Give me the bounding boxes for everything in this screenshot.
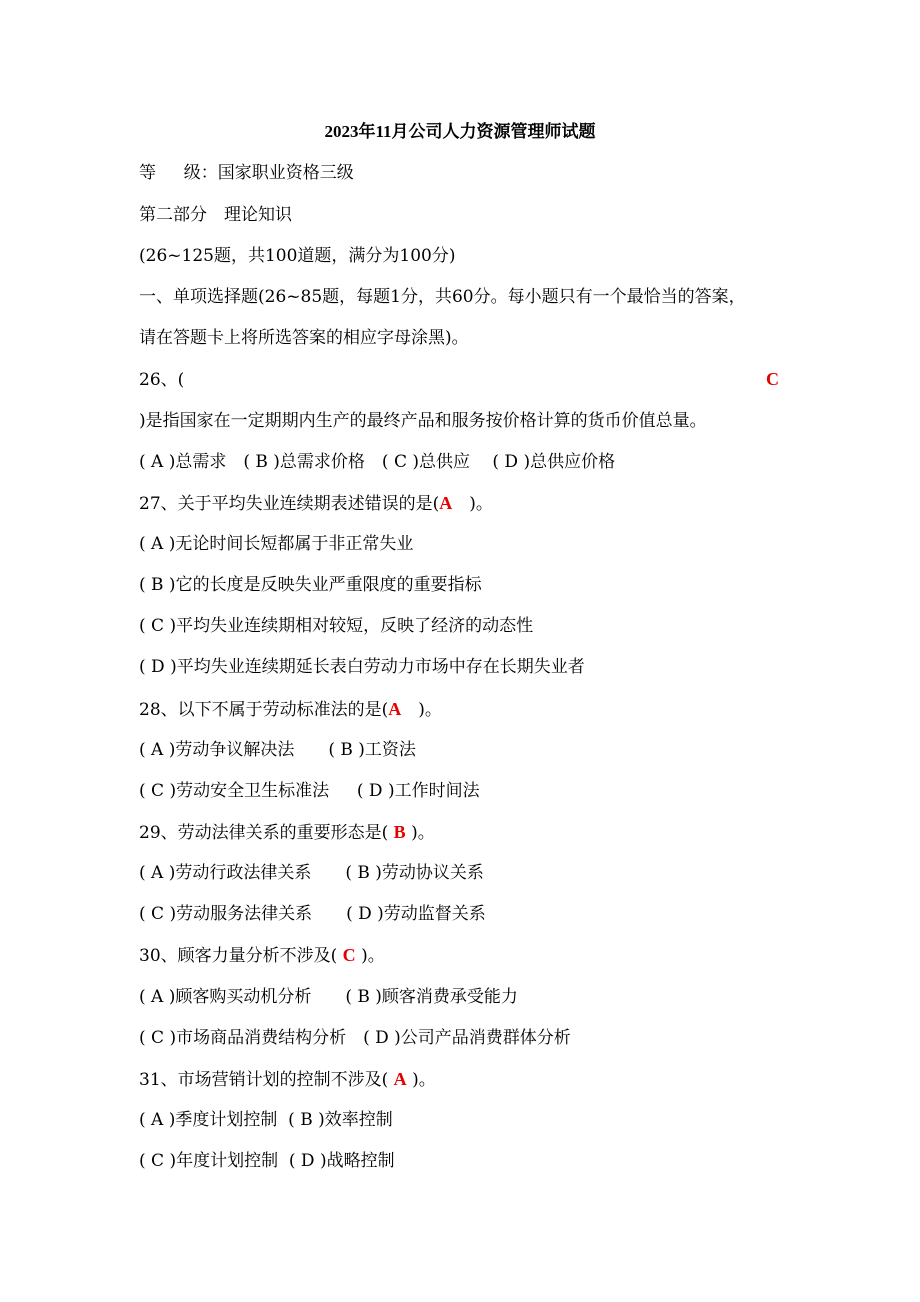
q31-stem-post: )。 (406, 1070, 436, 1090)
q27-answer: A (439, 493, 453, 513)
q29-stem-pre: 29、劳动法律关系的重要形态是( (139, 823, 394, 843)
q27-stem-pre: 27、关于平均失业连续期表述错误的是( (139, 494, 440, 514)
q31-stem (139, 1069, 436, 1089)
q26-stem-start: 26、( (139, 370, 185, 390)
q30-stem-post: )。 (355, 946, 385, 966)
q27-option-c: ( C )平均失业连续期相对较短，反映了经济的动态性 (139, 616, 534, 636)
q28-stem (139, 699, 442, 719)
q29-stem (139, 822, 435, 842)
q27-stem (139, 493, 493, 513)
q29-stem-post: )。 (405, 823, 435, 843)
q28-stem-post: )。 (401, 700, 442, 720)
q29-options-ab: ( A )劳动行政法律关系 ( B )劳动协议关系 (139, 863, 484, 883)
q29-options-cd: ( C )劳动服务法律关系 ( D )劳动监督关系 (139, 904, 486, 924)
q29-answer: B (393, 822, 406, 842)
q27-option-b: ( B )它的长度是反映失业严重限度的重要指标 (139, 575, 482, 595)
document-title: 2023年11月公司人力资源管理师试题 (324, 122, 596, 141)
q27-stem-post: )。 (452, 494, 493, 514)
q28-options-ab: ( A )劳动争议解决法 ( B )工资法 (139, 740, 416, 760)
q30-stem (139, 945, 385, 965)
instructions-line-1: 一、单项选择题(26~85题，每题1分，共60分。每小题只有一个最恰当的答案， (139, 287, 746, 307)
q26-stem-end: )是指国家在一定期期内生产的最终产品和服务按价格计算的货币价值总量。 (139, 411, 707, 431)
q30-stem-pre: 30、顾客力量分析不涉及( (139, 946, 343, 966)
q26-answer: C (766, 369, 779, 389)
instructions-line-2: 请在答题卡上将所选答案的相应字母涂黑)。 (139, 328, 469, 348)
q30-answer: C (342, 945, 356, 965)
q30-options-ab: ( A )顾客购买动机分析 ( B )顾客消费承受能力 (139, 987, 518, 1007)
q28-stem-pre: 28、以下不属于劳动标准法的是( (139, 700, 389, 720)
q30-options-cd: ( C )市场商品消费结构分析 ( D )公司产品消费群体分析 (139, 1028, 571, 1048)
q31-options-ab: ( A )季度计划控制 ( B )效率控制 (139, 1110, 393, 1130)
exam-level: 等 级：国家职业资格三级 (139, 163, 354, 183)
q28-options-cd: ( C )劳动安全卫生标准法 ( D )工作时间法 (139, 781, 480, 801)
q27-option-a: ( A )无论时间长短都属于非正常失业 (139, 534, 414, 554)
q27-option-d: ( D )平均失业连续期延长表白劳动力市场中存在长期失业者 (139, 657, 585, 677)
q31-stem-pre: 31、市场营销计划的控制不涉及( (139, 1070, 394, 1090)
q26-options: ( A )总需求 ( B )总需求价格 ( C )总供应 ( D )总供应价格 (139, 452, 616, 472)
section-part: 第二部分 理论知识 (139, 205, 292, 225)
q28-answer: A (388, 699, 402, 719)
q31-options-cd: ( C )年度计划控制 ( D )战略控制 (139, 1151, 395, 1171)
q31-answer: A (393, 1069, 407, 1089)
section-range: (26~125题，共100道题，满分为100分) (139, 246, 456, 266)
